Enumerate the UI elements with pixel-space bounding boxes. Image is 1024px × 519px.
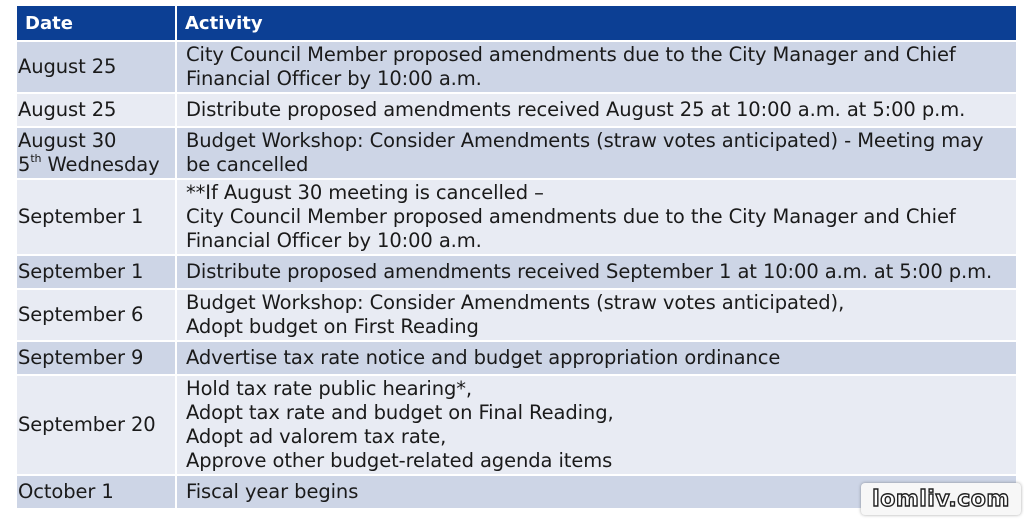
date-cell [17, 127, 176, 179]
activity-text: Advertise tax rate notice and budget appropriation ordinance [186, 346, 781, 369]
date-text: August 30 [18, 129, 117, 152]
activity-text: **If August 30 meeting is cancelled – [186, 181, 544, 204]
ordinal-number: 5 [18, 153, 31, 176]
watermark-badge [861, 483, 1021, 515]
date-ordinal-line [18, 153, 173, 177]
date-text: August 25 [18, 55, 117, 78]
table-row [17, 375, 1016, 475]
activity-cell [176, 93, 1016, 127]
date-text: September 1 [18, 205, 144, 228]
activity-column-header: Activity [176, 6, 1016, 41]
activity-text: Fiscal year begins [186, 480, 359, 503]
activity-cell [176, 375, 1016, 475]
date-cell [17, 179, 176, 255]
table-row [17, 127, 1016, 179]
activity-text: Financial Officer by 10:00 a.m. [186, 67, 482, 90]
activity-cell [176, 255, 1016, 289]
date-cell [17, 289, 176, 341]
date-text: October 1 [18, 480, 114, 503]
activity-text: Financial Officer by 10:00 a.m. [186, 229, 482, 252]
activity-text: Budget Workshop: Consider Amendments (straw votes anticipated) - Meeting may [186, 129, 984, 152]
ordinal-weekday: Wednesday [47, 153, 160, 176]
table-row [17, 41, 1016, 93]
date-column-header: Date [17, 6, 176, 41]
activity-text: be cancelled [186, 153, 309, 176]
date-cell [17, 41, 176, 93]
date-cell [17, 93, 176, 127]
activity-text: Distribute proposed amendments received August 25 at 10:00 a.m. at 5:00 p.m. [186, 98, 966, 121]
activity-text: Adopt tax rate and budget on Final Reading, [186, 401, 614, 424]
activity-cell [176, 289, 1016, 341]
date-text: September 20 [18, 413, 156, 436]
table-row [17, 255, 1016, 289]
activity-cell [176, 179, 1016, 255]
date-text: September 9 [18, 346, 144, 369]
table-row [17, 179, 1016, 255]
date-cell [17, 255, 176, 289]
activity-text: Budget Workshop: Consider Amendments (straw votes anticipated), [186, 291, 845, 314]
date-cell [17, 475, 176, 509]
table-row [17, 289, 1016, 341]
date-text: September 1 [18, 260, 144, 283]
activity-text: Distribute proposed amendments received September 1 at 10:00 a.m. at 5:00 p.m. [186, 260, 993, 283]
activity-text: City Council Member proposed amendments due to the City Manager and Chief [186, 205, 956, 228]
activity-text: Hold tax rate public hearing*, [186, 377, 473, 400]
table-row [17, 93, 1016, 127]
budget-schedule-table [17, 6, 1016, 510]
date-cell [17, 375, 176, 475]
activity-text: Approve other budget-related agenda items [186, 449, 613, 472]
watermark-text: lomliv.com [872, 486, 1010, 512]
schedule-body [17, 41, 1016, 509]
activity-text: City Council Member proposed amendments due to the City Manager and Chief [186, 43, 956, 66]
activity-text: Adopt budget on First Reading [186, 315, 479, 338]
activity-cell [176, 41, 1016, 93]
ordinal-suffix: th [30, 151, 42, 165]
date-cell [17, 341, 176, 375]
header-row [17, 6, 1016, 41]
activity-cell [176, 127, 1016, 179]
activity-cell [176, 341, 1016, 375]
table-row [17, 341, 1016, 375]
date-text: August 25 [18, 98, 117, 121]
activity-text: Adopt ad valorem tax rate, [186, 425, 447, 448]
date-text: September 6 [18, 303, 144, 326]
